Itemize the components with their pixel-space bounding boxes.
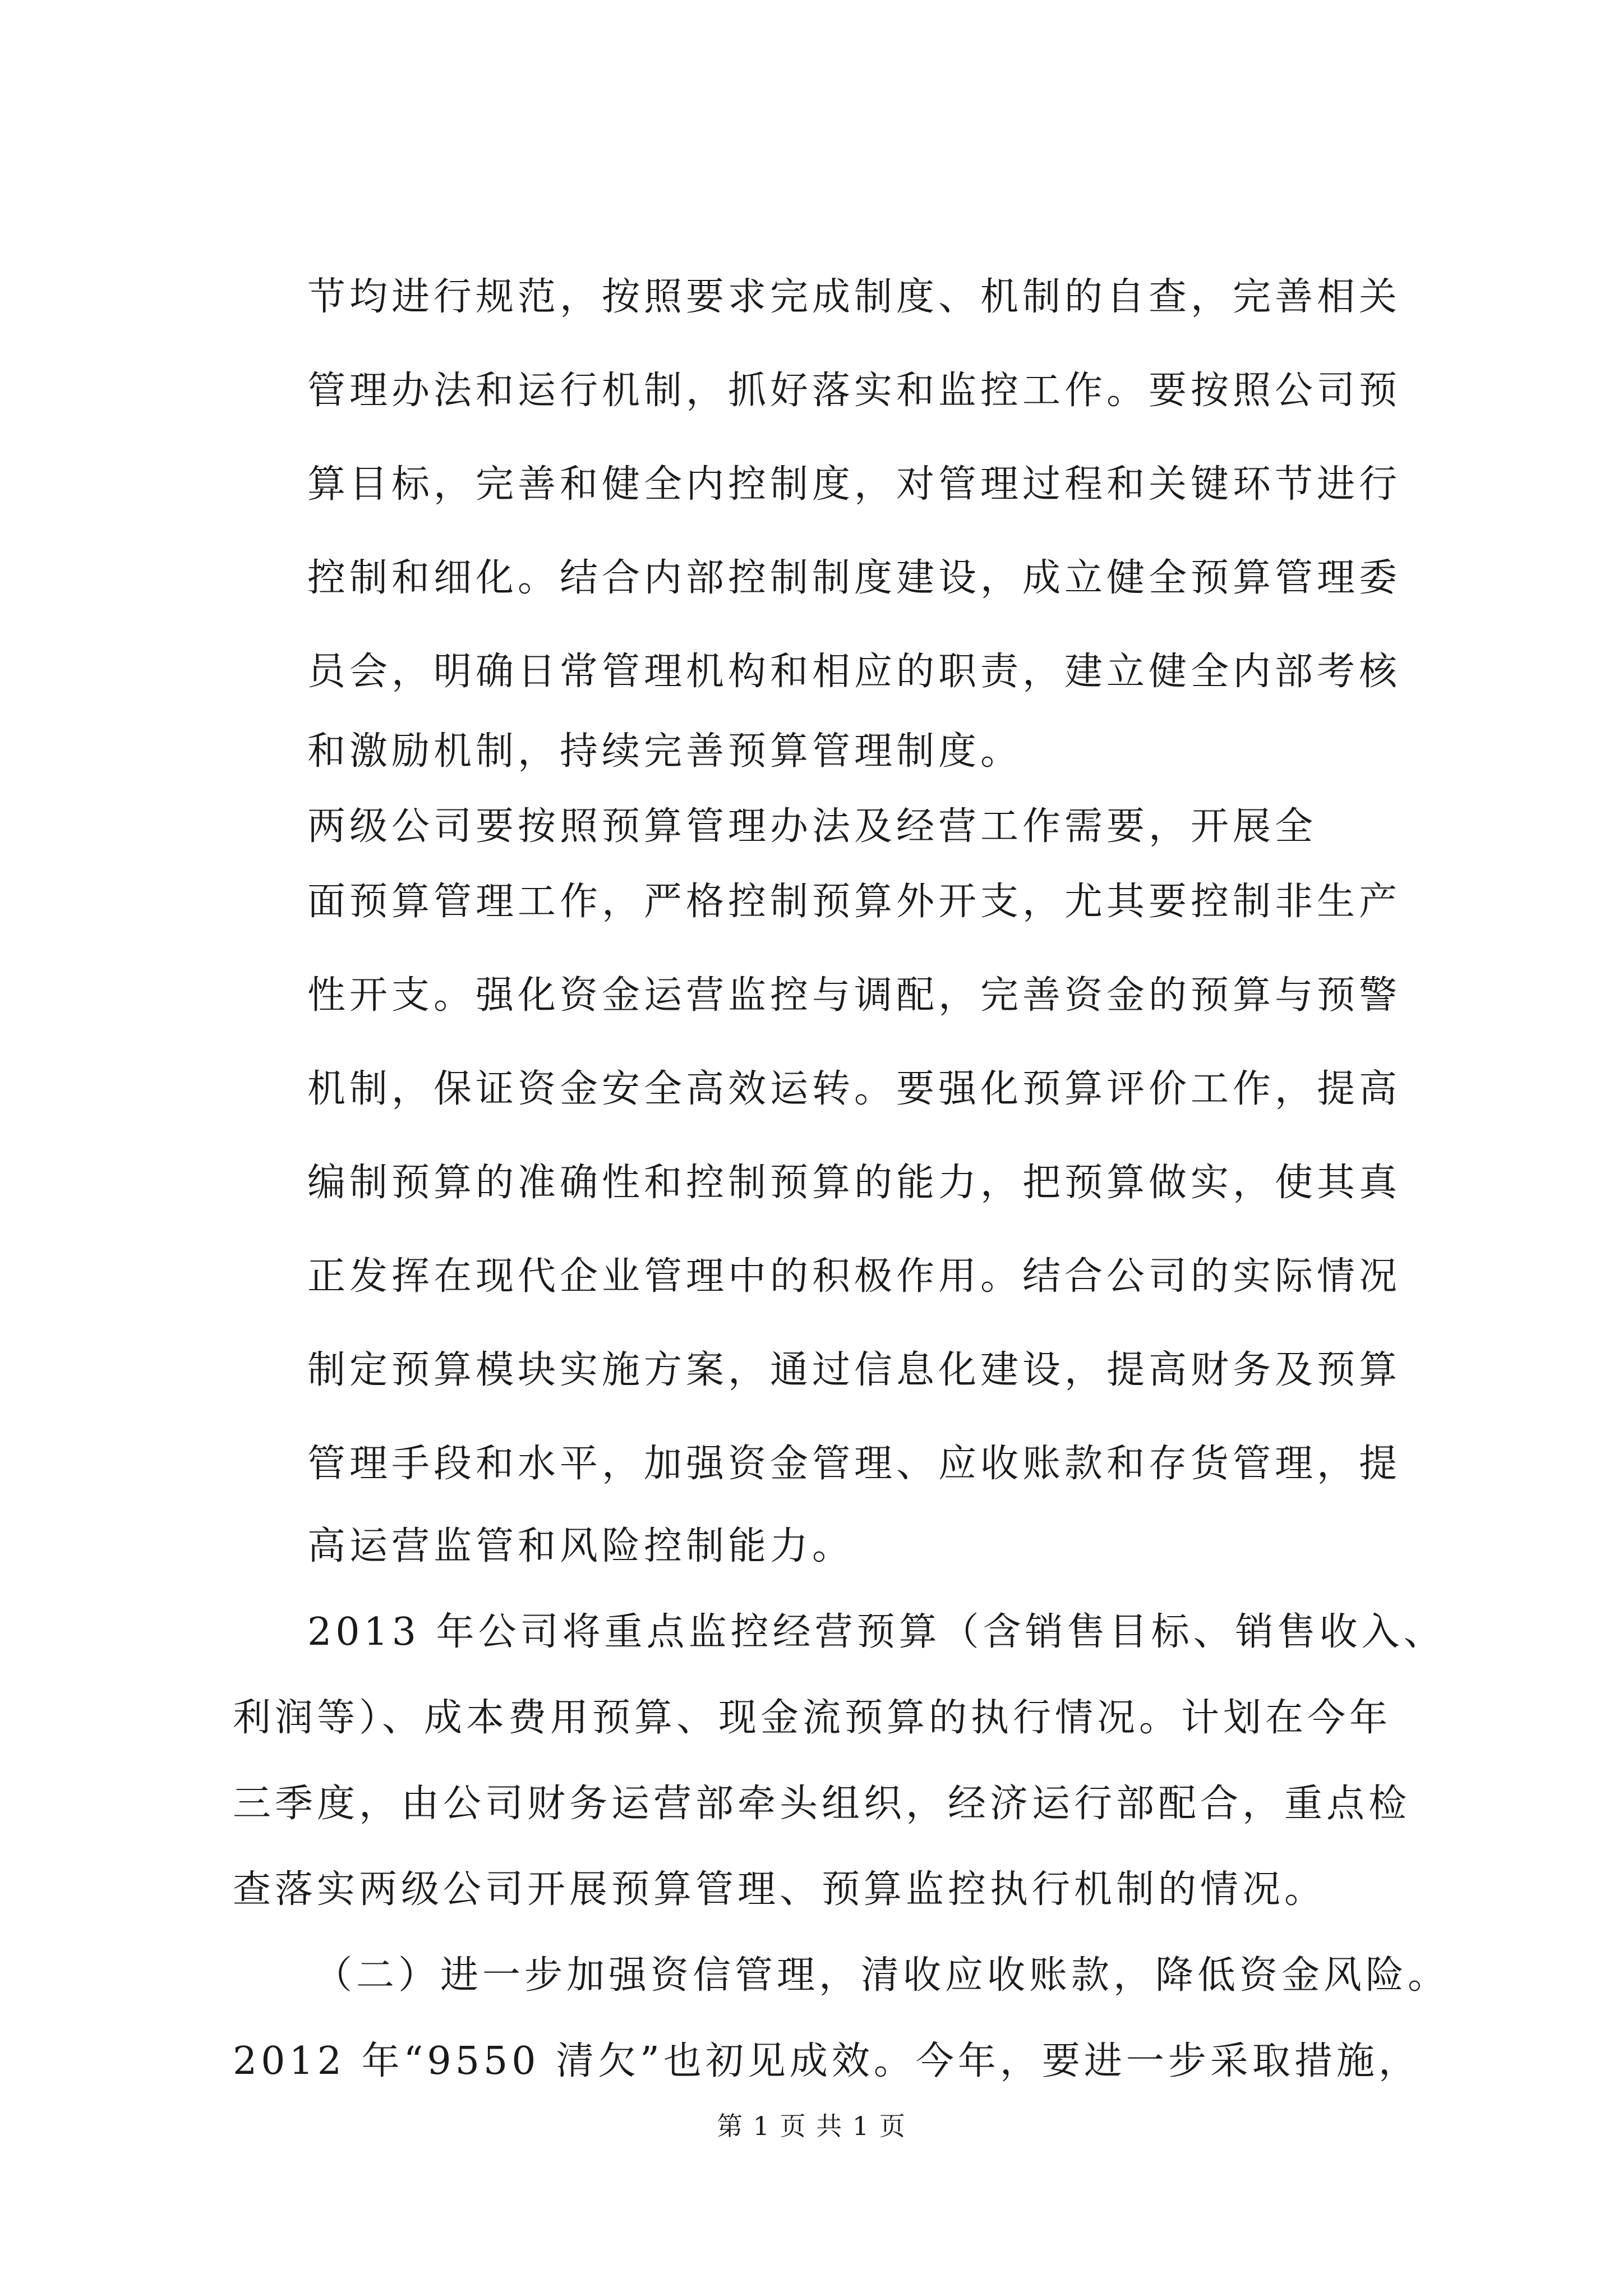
paragraph-line: 员会，明确日常管理机构和相应的职责，建立健全内部考核 [307, 650, 1401, 694]
paragraph-line: 机制，保证资金安全高效运转。要强化预算评价工作，提高 [307, 1067, 1401, 1111]
paragraph-line: 两级公司要按照预算管理办法及经营工作需要，开展全 [307, 804, 1317, 849]
paragraph-line: 2013 年公司将重点监控经营预算（含销售目标、销售收入、 [307, 1610, 1446, 1654]
paragraph-line: 高运营监管和风险控制能力。 [307, 1524, 855, 1568]
section-heading: （二）进一步加强资信管理，清收应收账款，降低资金风险。 [314, 1953, 1450, 1998]
paragraph-line: 编制预算的准确性和控制预算的能力，把预算做实，使其真 [307, 1161, 1401, 1205]
paragraph-line: 面预算管理工作，严格控制预算外开支，尤其要控制非生产 [307, 880, 1401, 924]
paragraph-line: 利润等）、成本费用预算、现金流预算的执行情况。计划在今年 [233, 1696, 1392, 1740]
paragraph-line: 制定预算模块实施方案，通过信息化建设，提高财务及预算 [307, 1348, 1401, 1392]
paragraph-line: 正发挥在现代企业管理中的积极作用。结合公司的实际情况 [307, 1254, 1401, 1299]
paragraph-line: 管理手段和水平，加强资金管理、应收账款和存货管理，提 [307, 1442, 1401, 1486]
paragraph-line: 和激励机制，持续完善预算管理制度。 [307, 729, 1023, 774]
paragraph-line: 算目标，完善和健全内控制度，对管理过程和关键环节进行 [307, 462, 1401, 507]
paragraph-line: 节均进行规范，按照要求完成制度、机制的自查，完善相关 [307, 275, 1401, 319]
paragraph-line: 性开支。强化资金运营监控与调配，完善资金的预算与预警 [307, 973, 1401, 1018]
paragraph-line: 查落实两级公司开展预算管理、预算监控执行机制的情况。 [233, 1867, 1327, 1912]
paragraph-line: 管理办法和运行机制，抓好落实和监控工作。要按照公司预 [307, 369, 1401, 413]
paragraph-line: 三季度，由公司财务运营部牵头组织，经济运行部配合，重点检 [233, 1782, 1411, 1826]
paragraph-line: 2012 年“9550 清欠”也初见成效。今年，要进一步采取措施， [233, 2039, 1421, 2083]
page-footer: 第 1 页 共 1 页 [717, 2111, 906, 2141]
paragraph-line: 控制和细化。结合内部控制制度建设，成立健全预算管理委 [307, 556, 1401, 600]
